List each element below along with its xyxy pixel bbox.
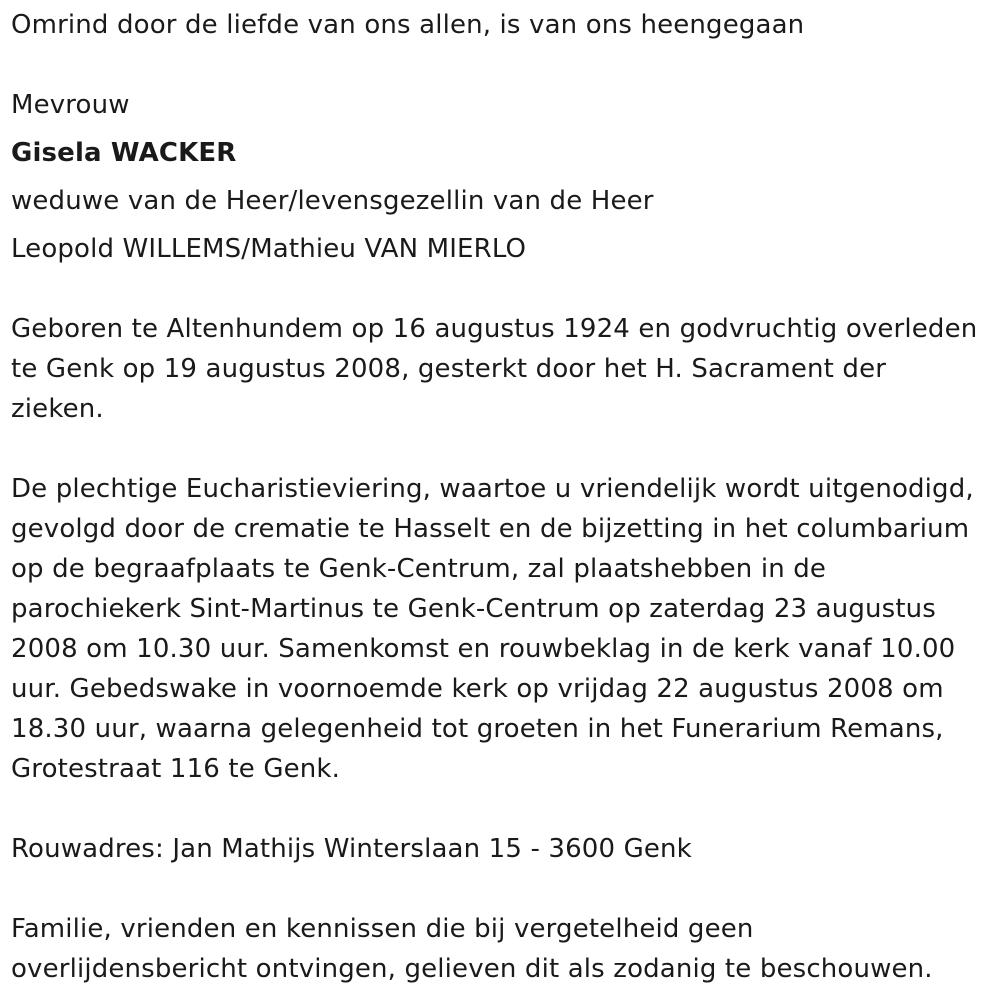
closing-line: Familie, vrienden en kennissen die bij vergetelheid geen: [11, 914, 754, 944]
relation-line-1: weduwe van de Heer/levensgezellin van de Heer: [11, 186, 654, 216]
birth-death-line: zieken.: [11, 394, 104, 424]
ceremony-line: uur. Gebedswake in voornoemde kerk op vrijdag 22 augustus 2008 om: [11, 674, 944, 704]
deceased-name: Gisela WACKER: [11, 138, 237, 168]
closing-line: overlijdensbericht ontvingen, gelieven dit als zodanig te beschouwen.: [11, 954, 933, 984]
ceremony-line: 2008 om 10.30 uur. Samenkomst en rouwbeklag in de kerk vanaf 10.00: [11, 634, 956, 664]
mourning-address: Rouwadres: Jan Mathijs Winterslaan 15 - 3600 Genk: [11, 834, 692, 864]
honorific: Mevrouw: [11, 90, 130, 120]
ceremony-line: parochiekerk Sint-Martinus te Genk-Centrum op zaterdag 23 augustus: [11, 594, 937, 624]
ceremony-line: Grotestraat 116 te Genk.: [11, 754, 341, 784]
ceremony-line: De plechtige Eucharistieviering, waartoe u vriendelijk wordt uitgenodigd,: [11, 474, 974, 504]
birth-death-line: Geboren te Altenhundem op 16 augustus 1924 en godvruchtig overleden: [11, 314, 978, 344]
intro-text: Omrind door de liefde van ons allen, is van ons heengegaan: [11, 10, 805, 40]
ceremony-line: gevolgd door de crematie te Hasselt en de bijzetting in het columbarium: [11, 514, 970, 544]
ceremony-line: op de begraafplaats te Genk-Centrum, zal plaatshebben in de: [11, 554, 827, 584]
relation-line-2: Leopold WILLEMS/Mathieu VAN MIERLO: [11, 234, 527, 264]
birth-death-line: te Genk op 19 augustus 2008, gesterkt door het H. Sacrament der: [11, 354, 887, 384]
ceremony-line: 18.30 uur, waarna gelegenheid tot groeten in het Funerarium Remans,: [11, 714, 944, 744]
